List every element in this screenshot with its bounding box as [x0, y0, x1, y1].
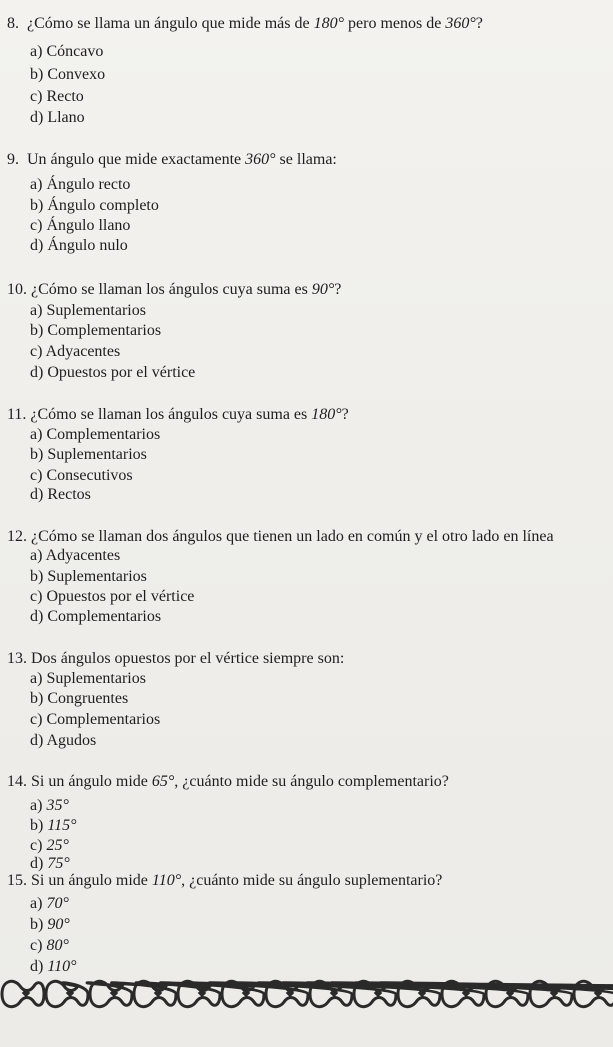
question-stem	[7, 772, 449, 791]
option-a[interactable]	[30, 546, 120, 565]
option-text: Ángulo completo	[47, 197, 159, 214]
stem-math: 360°	[445, 15, 476, 32]
option-letter: d)	[30, 364, 44, 381]
option-text: 70°	[46, 895, 69, 912]
option-text: Agudos	[46, 732, 97, 749]
option-text: 35°	[46, 797, 69, 814]
option-c[interactable]	[30, 466, 133, 485]
stem-text: , ¿cuánto mide su ángulo suplementario?	[181, 872, 443, 889]
option-text: Suplementarios	[46, 670, 146, 687]
stem-math: 90°	[311, 281, 335, 298]
option-letter: d)	[30, 237, 44, 254]
option-text: Adyacentes	[45, 343, 121, 360]
question-number: 9.	[7, 151, 19, 168]
question-stem	[7, 871, 442, 890]
option-letter: c)	[30, 937, 43, 954]
stem-text: Si un ángulo mide	[31, 773, 152, 790]
option-b[interactable]	[30, 689, 128, 708]
question-stem	[7, 280, 341, 299]
stem-math: 110°	[151, 872, 182, 889]
option-letter: d)	[30, 608, 44, 625]
option-b[interactable]	[30, 321, 161, 340]
option-text: Opuestos por el vértice	[46, 588, 195, 605]
option-c[interactable]	[30, 216, 130, 235]
option-letter: b)	[30, 817, 44, 834]
option-c[interactable]	[30, 936, 69, 955]
option-letter: a)	[30, 302, 43, 319]
stem-math: 360°	[245, 151, 276, 168]
option-letter: a)	[30, 176, 43, 193]
option-text: 115°	[47, 817, 77, 834]
stem-text: ?	[334, 281, 342, 298]
option-text: 75°	[47, 855, 70, 872]
stem-text: Dos ángulos opuestos por el vértice siempre son:	[31, 650, 345, 667]
option-text: Rectos	[47, 486, 91, 503]
option-text: Suplementarios	[46, 302, 146, 319]
stem-text: pero menos de	[344, 15, 446, 32]
option-text: Consecutivos	[46, 467, 133, 484]
option-letter: c)	[30, 837, 43, 854]
stem-text: ¿Cómo se llaman los ángulos cuya suma es	[30, 406, 312, 423]
option-letter: d)	[30, 109, 44, 126]
option-d[interactable]	[30, 236, 128, 255]
question-number: 10.	[7, 281, 27, 298]
option-letter: a)	[30, 670, 43, 687]
option-d[interactable]	[30, 108, 85, 127]
option-letter: a)	[30, 797, 43, 814]
option-a[interactable]	[30, 301, 146, 320]
option-letter: b)	[30, 66, 44, 83]
option-text: Ángulo recto	[46, 176, 131, 193]
option-d[interactable]	[30, 363, 195, 382]
option-c[interactable]	[30, 87, 84, 106]
option-letter: a)	[30, 895, 43, 912]
question-stem	[7, 14, 483, 33]
stem-text: , ¿cuánto mide su ángulo complementario?	[174, 773, 449, 790]
option-letter: c)	[30, 88, 43, 105]
option-letter: c)	[30, 343, 43, 360]
question-number: 8.	[7, 15, 19, 32]
option-letter: d)	[30, 486, 44, 503]
option-b[interactable]	[30, 196, 159, 215]
option-c[interactable]	[30, 836, 69, 855]
option-letter: a)	[30, 426, 43, 443]
option-text: Llano	[47, 109, 85, 126]
option-text: Opuestos por el vértice	[47, 364, 196, 381]
option-text: Suplementarios	[47, 446, 147, 463]
border-motif	[46, 981, 88, 1006]
option-letter: d)	[30, 855, 44, 872]
stem-text: ?	[341, 406, 349, 423]
stem-text: Un ángulo que mide exactamente	[27, 151, 246, 168]
option-a[interactable]	[30, 175, 130, 194]
option-c[interactable]	[30, 587, 194, 606]
option-letter: b)	[30, 446, 44, 463]
option-text: 110°	[47, 958, 77, 975]
option-letter: d)	[30, 958, 44, 975]
option-b[interactable]	[30, 567, 147, 586]
option-text: Cóncavo	[46, 43, 104, 60]
option-letter: b)	[30, 197, 44, 214]
option-a[interactable]	[30, 669, 146, 688]
stem-text: ¿Cómo se llaman dos ángulos que tienen un lado en común y el otro lado en línea	[31, 528, 554, 545]
question-stem	[7, 649, 344, 668]
option-a[interactable]	[30, 796, 69, 815]
stem-text: ?	[475, 15, 483, 32]
option-d[interactable]	[30, 607, 161, 626]
stem-text: ¿Cómo se llama un ángulo que mide más de	[27, 15, 314, 32]
option-text: 25°	[46, 837, 69, 854]
question-number: 11.	[7, 406, 27, 423]
option-text: Complementarios	[47, 608, 162, 625]
option-letter: d)	[30, 732, 44, 749]
option-text: Congruentes	[47, 690, 129, 707]
option-letter: c)	[30, 467, 43, 484]
option-letter: b)	[30, 916, 44, 933]
option-letter: b)	[30, 690, 44, 707]
option-text: Recto	[46, 88, 84, 105]
option-text: Complementarios	[47, 322, 162, 339]
question-number: 15.	[7, 872, 27, 889]
page-bottom	[0, 1014, 613, 1047]
option-c[interactable]	[30, 710, 160, 729]
question-number: 12.	[7, 528, 27, 545]
option-letter: b)	[30, 322, 44, 339]
stem-text: Si un ángulo mide	[31, 872, 152, 889]
border-motif	[2, 981, 44, 1006]
option-text: 90°	[47, 916, 70, 933]
option-d[interactable]	[30, 485, 91, 504]
option-text: Convexo	[47, 66, 106, 83]
option-letter: c)	[30, 217, 43, 234]
question-number: 14.	[7, 773, 27, 790]
option-b[interactable]	[30, 816, 77, 835]
question-number: 13.	[7, 650, 27, 667]
option-d[interactable]	[30, 731, 96, 750]
option-letter: a)	[30, 547, 43, 564]
option-text: Adyacentes	[45, 547, 121, 564]
option-b[interactable]	[30, 65, 105, 84]
option-b[interactable]	[30, 445, 147, 464]
option-text: Complementarios	[46, 426, 161, 443]
option-letter: a)	[30, 43, 43, 60]
option-text: 80°	[46, 937, 69, 954]
border-pattern-icon	[0, 974, 613, 1014]
option-text: Suplementarios	[47, 568, 147, 585]
decorative-border	[0, 974, 613, 1014]
stem-math: 180°	[313, 15, 345, 32]
question-stem	[7, 527, 554, 546]
option-letter: c)	[30, 711, 43, 728]
option-b[interactable]	[30, 915, 70, 934]
option-text: Ángulo nulo	[47, 237, 128, 254]
option-letter: b)	[30, 568, 44, 585]
stem-text: ¿Cómo se llaman los ángulos cuya suma es	[31, 281, 312, 298]
stem-math: 65°	[151, 773, 175, 790]
option-a[interactable]	[30, 425, 160, 444]
question-stem	[7, 150, 337, 169]
option-text: Ángulo llano	[46, 217, 131, 234]
option-a[interactable]	[30, 42, 103, 61]
option-letter: c)	[30, 588, 43, 605]
option-a[interactable]	[30, 894, 69, 913]
question-stem	[7, 405, 349, 424]
stem-text: se llama:	[275, 151, 337, 168]
stem-math: 180°	[311, 406, 342, 423]
option-c[interactable]	[30, 342, 120, 361]
option-text: Complementarios	[46, 711, 161, 728]
